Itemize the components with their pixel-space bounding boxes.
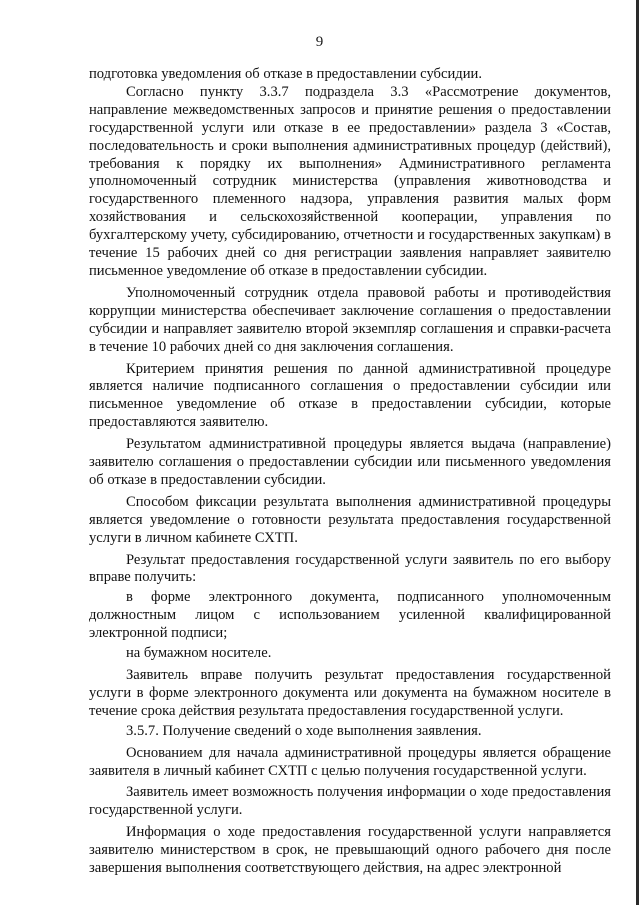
paragraph: Заявитель имеет возможность получения информации о ходе предоставления государственной услуги.: [89, 784, 611, 819]
paragraph: Согласно пункту 3.3.7 подраздела 3.3 «Рассмотрение документов, направление межведомственных запросов и принятие решения о предоставлении государственной услуги или отказе в ее предоставлении» раздела 3 «Состав, последовательность и сроки выполнения административных процедур (действий), требования к порядку их выполнения» Административного регламента уполномоченный сотрудник министерства (управления животноводства и государственного племенного надзора, управления развития малых форм хозяйствования и сельскохозяйственной кооперации, управления по бухгалтерскому учету, субсидированию, отчетности и государственных закупкам) в течение 15 рабочих дней со дня регистрации заявления направляет заявителю письменное уведомление об отказе в предоставлении субсидии.: [89, 83, 611, 279]
page-number: 9: [315, 34, 324, 50]
document-body: [89, 66, 611, 878]
list-item: в форме электронного документа, подписанного уполномоченным должностным лицом с использованием усиленной квалифицированной электронной подписи;: [89, 589, 611, 642]
paragraph: подготовка уведомления об отказе в предоставлении субсидии.: [89, 66, 482, 82]
paragraph: Информация о ходе предоставления государственной услуги направляется заявителю министерством в срок, не превышающий одного рабочего дня после завершения выполнения соответствующего действия, на адрес электронной: [89, 824, 611, 877]
list-item: на бумажном носителе.: [126, 645, 272, 662]
paragraph: Способом фиксации результата выполнения административной процедуры является уведомление о готовности результата предоставления государственной услуги в личном кабинете СХТП.: [89, 493, 611, 546]
paragraph: Уполномоченный сотрудник отдела правовой работы и противодействия коррупции министерства обеспечивает заключение соглашения о предоставлении субсидии и направляет заявителю второй экземпляр соглашения и справки-расчета в течение 10 рабочих дней со дня заключения соглашения.: [89, 284, 611, 355]
paragraph: Критерием принятия решения по данной административной процедуре является наличие подписанного соглашения о предоставлении субсидии или письменное уведомление об отказе в предоставлении субсидии, которые предоставляются заявителю.: [89, 360, 611, 431]
paragraph: Основанием для начала административной процедуры является обращение заявителя в личный кабинет СХТП с целью получения государственной услуги.: [89, 744, 611, 779]
section-heading: 3.5.7. Получение сведений о ходе выполнения заявления.: [126, 722, 482, 739]
paragraph: Результатом административной процедуры является выдача (направление) заявителю соглашения о предоставлении субсидии или письменного уведомления об отказе в предоставлении субсидии.: [89, 436, 611, 488]
paragraph: Заявитель вправе получить результат предоставления государственной услуги в форме электронного документа или документа на бумажном носителе в течение срока действия результата предоставления государственной услуги.: [89, 667, 611, 719]
paragraph: Результат предоставления государственной услуги заявитель по его выбору вправе получить:: [89, 551, 611, 586]
